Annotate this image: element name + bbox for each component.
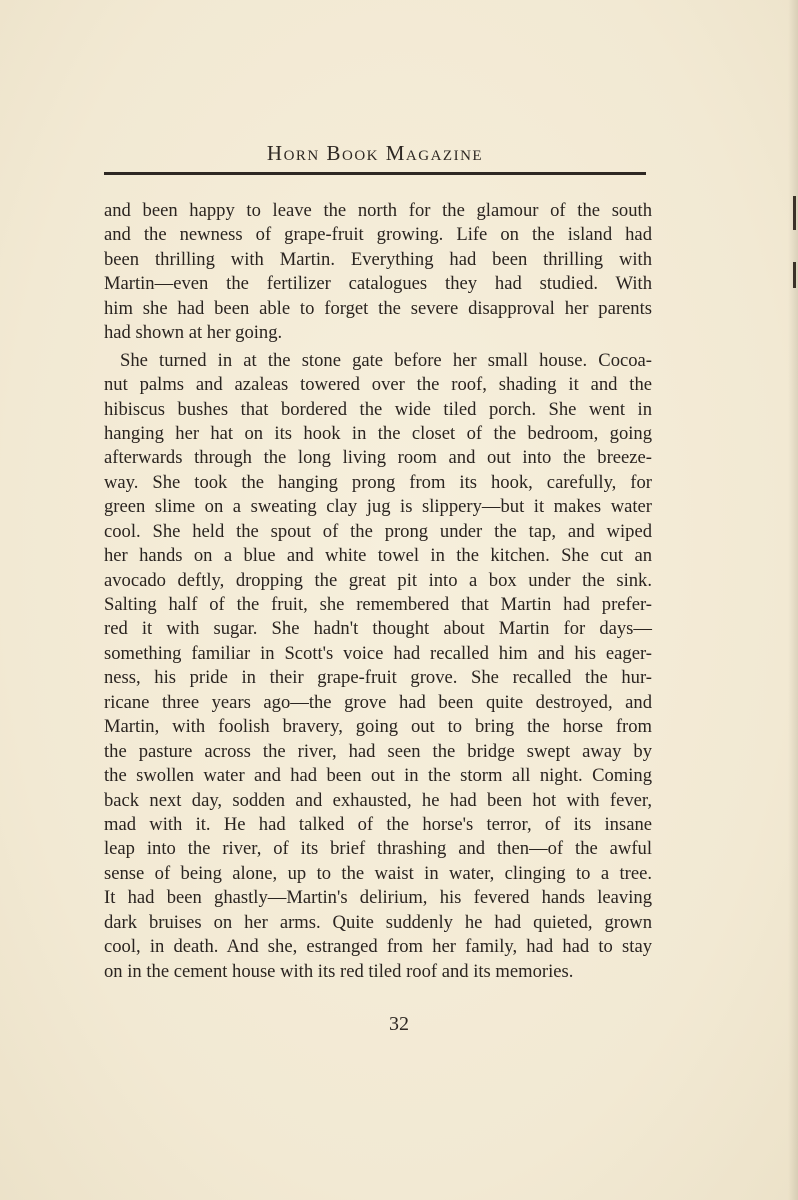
text-line: hanging her hat on its hook in the closet of the bedroom, going (104, 422, 652, 444)
paragraph (104, 199, 652, 346)
text-line: on in the cement house with its red tiled roof and its memories. (104, 960, 574, 982)
text-line: way. She took the hanging prong from its hook, carefully, for (104, 471, 652, 493)
text-line: her hands on a blue and white towel in the kitchen. She cut an (104, 545, 652, 567)
text-line: cool, in death. And she, estranged from her family, had had to stay (104, 936, 652, 958)
text-line: something familiar in Scott's voice had recalled him and his eager- (104, 642, 652, 664)
text-line: ness, his pride in their grape-fruit grove. She recalled the hur- (104, 667, 652, 689)
text-line: avocado deftly, dropping the great pit into a box under the sink. (104, 569, 652, 591)
text-line: dark bruises on her arms. Quite suddenly he had quieted, grown (104, 911, 652, 933)
text-line: afterwards through the long living room and out into the breeze- (104, 447, 652, 469)
text-line: red it with sugar. She hadn't thought about Martin for days— (104, 618, 652, 640)
text-line: him she had been able to forget the severe disapproval her parents (104, 297, 652, 319)
text-line: and been happy to leave the north for the glamour of the south (104, 200, 652, 221)
text-line: sense of being alone, up to the waist in water, clinging to a tree. (104, 862, 652, 884)
text-line: had shown at her going. (104, 322, 283, 344)
body-text (104, 199, 652, 984)
text-line: green slime on a sweating clay jug is slippery—but it makes water (104, 496, 652, 518)
page-edge-mark (793, 262, 796, 288)
text-line: cool. She held the spout of the prong under the tap, and wiped (104, 520, 652, 542)
text-line: ricane three years ago—the grove had been quite destroyed, and (104, 691, 652, 713)
text-line: It had been ghastly—Martin's delirium, his fevered hands leaving (104, 887, 652, 909)
text-line: She turned in at the stone gate before her small house. Cocoa- (120, 349, 652, 371)
header-rule (104, 172, 646, 175)
text-line: nut palms and azaleas towered over the roof, shading it and the (104, 374, 652, 396)
page-edge-mark (793, 196, 796, 230)
text-line: and the newness of grape-fruit growing. Life on the island had (104, 224, 652, 246)
text-line: mad with it. He had talked of the horse's terror, of its insane (104, 813, 652, 835)
text-line: the swollen water and had been out in the storm all night. Coming (104, 765, 652, 787)
text-line: hibiscus bushes that bordered the wide tiled porch. She went in (104, 398, 652, 420)
text-line: Salting half of the fruit, she remembered that Martin had prefer- (104, 594, 652, 615)
text-line: the pasture across the river, had seen the bridge swept away by (104, 740, 652, 762)
text-line: back next day, sodden and exhausted, he had been hot with fever, (104, 789, 652, 811)
text-line: Martin, with foolish bravery, going out to bring the horse from (104, 716, 652, 738)
page-number: 32 (389, 1013, 409, 1035)
running-head: Horn Book Magazine (266, 141, 484, 165)
text-line: Martin—even the fertilizer catalogues they had studied. With (104, 273, 652, 295)
text-line: leap into the river, of its brief thrashing and then—of the awful (104, 838, 652, 860)
paragraph (104, 349, 652, 984)
text-line: been thrilling with Martin. Everything had been thrilling with (104, 248, 652, 270)
